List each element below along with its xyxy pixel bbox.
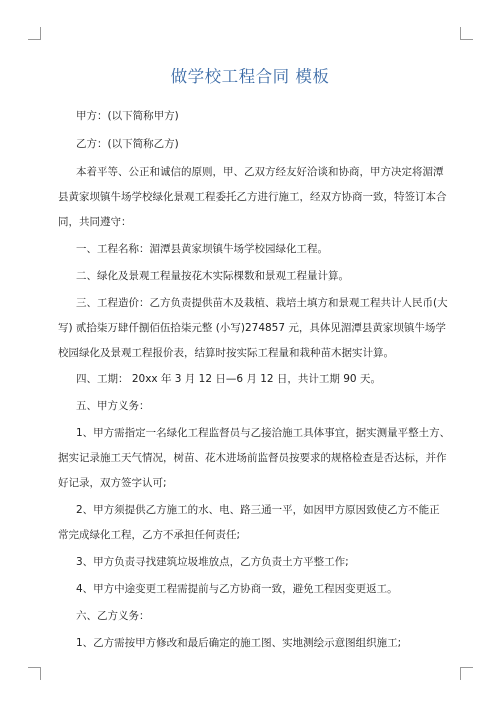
paragraph-line: 三、工程造价：乙方负责提供苗木及栽植、栽培土填方和景观工程共计人民币(大 [76,297,448,309]
paragraph-line: 1、甲方需指定一名绿化工程监督员与乙接洽施工具体事宜，据实测量平整土方、 [76,427,451,439]
crop-mark-top-left-v [40,27,41,40]
paragraph-line: 一、工程名称：湄潭县黄家坝镇牛场学校园绿化工程。 [76,243,328,255]
paragraph-line: 县黄家坝镇牛场学校绿化景观工程委托乙方进行施工，经双方协商一致，特签订本合 [58,191,447,203]
paragraph-line: 二、绿化及景观工程量按花木实际棵数和景观工程量计算。 [76,270,349,282]
paragraph-line: 好记录，双方签字认可; [58,477,167,489]
paragraph-line: 常完成绿化工程，乙方不承担任何责任; [58,529,241,541]
paragraph-line: 写) 贰拾柒万肆仟捌佰伍拾柒元整 (小写)274857 元，具体见湄潭县黄家坝镇牛场学 [58,322,446,334]
crop-mark-top-right-v [460,27,461,40]
paragraph-line: 四、工期： 20xx 年 3 月 12 日—6 月 12 日，共计工期 90 天。 [76,373,381,385]
paragraph-line: 五、甲方义务： [76,400,150,412]
crop-mark-bottom-left-h [28,667,40,668]
crop-mark-top-right-h [461,39,473,40]
paragraph-line: 3、甲方负责寻找建筑垃圾堆放点，乙方负责土方平整工作; [76,556,349,568]
paragraph-line: 甲方：(以下简称甲方) [76,110,179,122]
document-title: 做学校工程合同 模板 [170,67,330,86]
paragraph-line: 2、甲方须提供乙方施工的水、电、路三通一平，如因甲方原因致使乙方不能正 [76,504,440,516]
paragraph-line: 乙方：(以下简称乙方) [76,138,179,150]
paragraph-line: 同，共同遵守： [58,216,132,228]
paragraph-line: 1、乙方需按甲方修改和最后确定的施工图、实地测绘示意图组织施工; [76,637,402,649]
crop-mark-bottom-left-v [40,667,41,680]
paragraph-line: 校园绿化及景观工程报价表，结算时按实际工程量和栽种苗木据实计算。 [58,347,394,359]
crop-mark-bottom-right-v [460,667,461,680]
crop-mark-top-left-h [28,39,40,40]
crop-mark-bottom-right-h [461,667,473,668]
paragraph-line: 本着平等、公正和诚信的原则，甲、乙双方经友好洽谈和协商，甲方决定将湄潭 [76,166,444,178]
paragraph-line: 据实记录施工天气情况，树苗、花木进场前监督员按要求的规格检查是否达标，并作 [58,452,447,464]
paragraph-line: 六、乙方义务： [76,610,150,622]
paragraph-line: 4、甲方中途变更工程需提前与乙方协商一致，避免工程因变更返工。 [76,583,398,595]
